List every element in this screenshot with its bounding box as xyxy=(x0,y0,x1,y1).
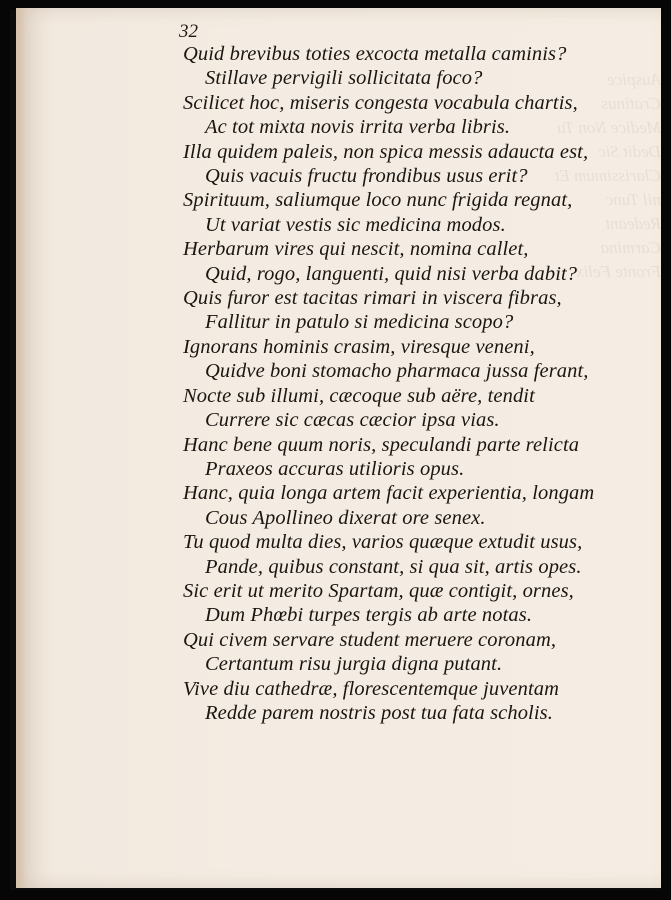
verse-line: Qui civem servare student meruere coronam, xyxy=(183,628,557,651)
verse-line: Sic erit ut merito Spartam, quæ contigit, ornes, xyxy=(183,579,574,602)
page-number: 32 xyxy=(179,21,198,42)
verse-line: Vive diu cathedræ, florescentemque juventam xyxy=(183,677,560,700)
verse-line: Hanc, quia longa artem facit experientia, longam xyxy=(183,482,595,505)
verse-line: Pande, quibus constant, si qua sit, artis opes. xyxy=(205,555,582,578)
verse-line: Herbarum vires qui nescit, nomina callet, xyxy=(183,238,529,261)
verse-line: Scilicet hoc, miseris congesta vocabula chartis, xyxy=(183,91,578,114)
poem-body xyxy=(183,42,653,725)
verse-line: Quid brevibus toties excocta metalla caminis? xyxy=(183,43,567,65)
page-gutter-shadow xyxy=(16,8,26,888)
verse-line: Quidve boni stomacho pharmaca jussa ferant, xyxy=(205,360,589,383)
verse-line: Nocte sub illumi, cæcoque sub aëre, tendit xyxy=(183,384,535,407)
verse-line: Dum Phœbi turpes tergis ab arte notas. xyxy=(205,604,533,627)
verse-line: Currere sic cæcas cæcior ipsa vias. xyxy=(205,409,500,432)
verse-line: Spirituum, saliumque loco nunc frigida regnat, xyxy=(183,189,573,212)
verse-line: Tu quod multa dies, varios quæque extudit usus, xyxy=(183,531,583,554)
verse-line: Ignorans hominis crasim, viresque veneni, xyxy=(183,335,535,358)
verse-line: Stillave pervigili sollicitata foco? xyxy=(205,67,483,90)
verse-line: Hanc bene quum noris, speculandi parte relicta xyxy=(183,433,580,456)
verse-line: Quis vacuis fructu frondibus usus erit? xyxy=(205,165,528,188)
book-page xyxy=(16,8,661,888)
verse-line: Quid, rogo, languenti, quid nisi verba dabit? xyxy=(205,262,578,285)
verse-line: Fallitur in patulo si medicina scopo? xyxy=(205,311,514,334)
verse-line: Cous Apollineo dixerat ore senex. xyxy=(205,506,486,529)
verse-line: Quis furor est tacitas rimari in viscera fibras, xyxy=(183,287,562,310)
show-through-text: Auspice Cratinus Medice Non Tu Dedit Sic Clarissimum Et nil Tunc Redeant Carmina Fronte Felix xyxy=(554,70,661,281)
verse-line: Ac tot mixta novis irrita verba libris. xyxy=(205,116,511,139)
verse-line: Redde parem nostris post tua fata scholis. xyxy=(205,701,553,724)
verse-line: Illa quidem paleis, non spica messis adaucta est, xyxy=(183,140,589,163)
verse-line: Praxeos accuras utilioris opus. xyxy=(205,457,465,480)
verse-line: Ut variat vestis sic medicina modos. xyxy=(205,213,506,236)
verse-line: Certantum risu jurgia digna putant. xyxy=(205,653,503,676)
